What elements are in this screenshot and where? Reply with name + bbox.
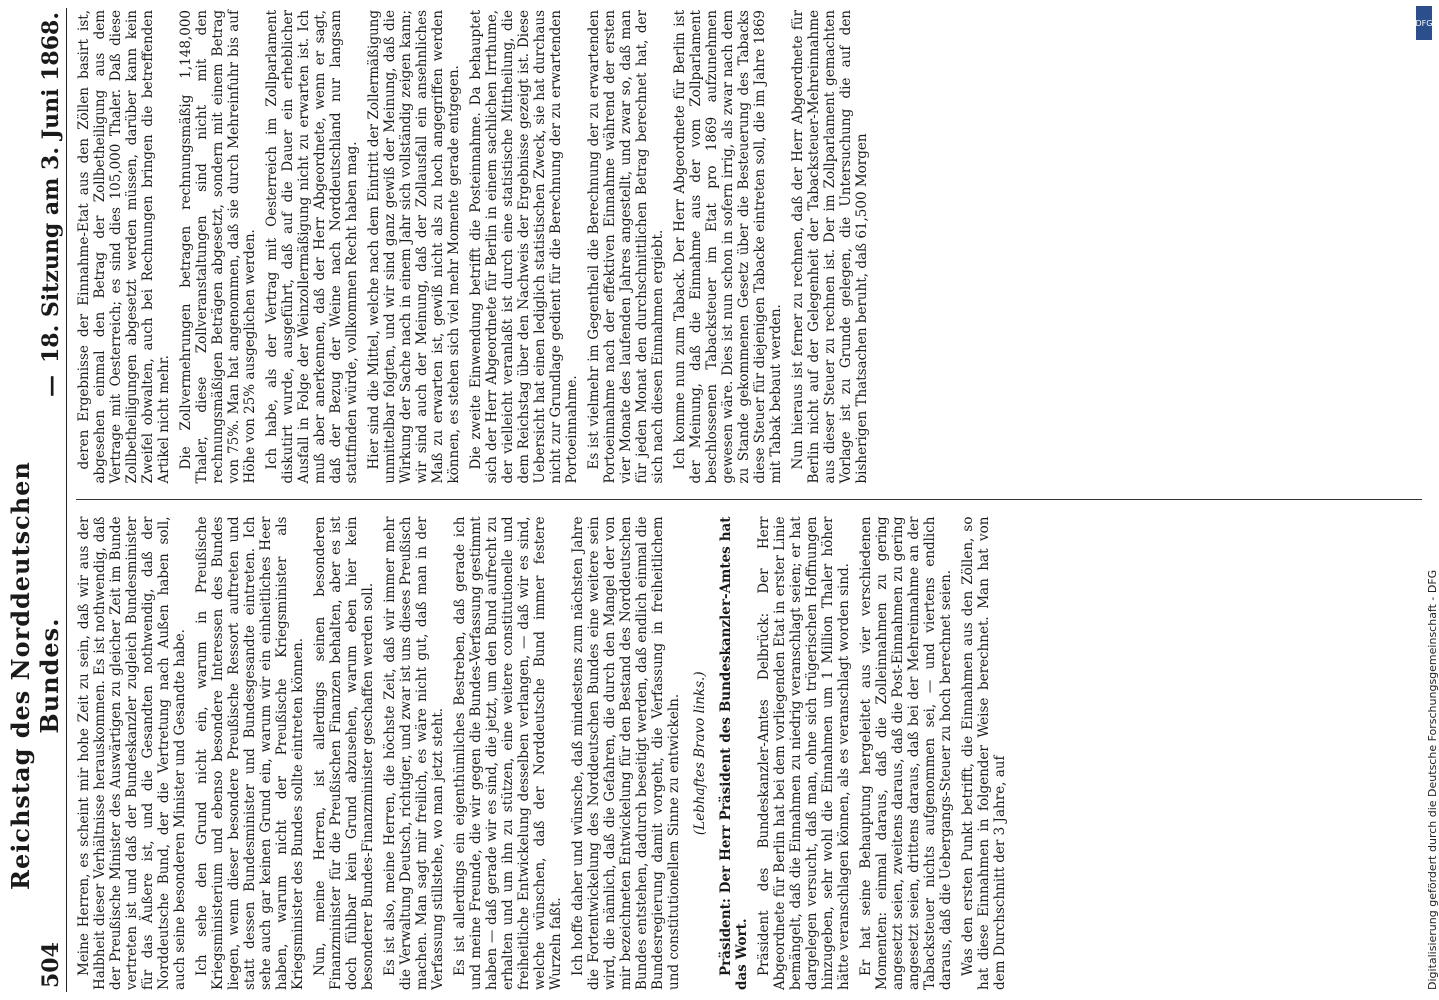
- paragraph: Ich sehe den Grund nicht ein, warum in Preußische Kriegsministerium und ebenso besondere Interessen des Bundes liegen, wenn dieser besondere Preußische Ressort auftreten und statt dessen Bundesminister und Bundesgesandte eintreten. Ich sehe auch gar keinen Grund ein, warum wir ein einheitliches Heer haben, warum nicht der Preußische Kriegsminister als Kriegsminister des Bundes sollte eintreten können.: [194, 516, 306, 990]
- header-separator: —: [38, 375, 64, 397]
- paragraph: Die Zollvermehrungen betragen rechnungsmäßig 1,148,000 Thaler, diese Zollveranstaltungen sind nicht mit den rechnungsmäßigen Beträgen abgesetzt, sondern mit einem Betrag von 75%. Man hat angenommen, daß sie durch Mehreinfuhr bis auf Höhe von 25% ausgeglichen werden.: [178, 10, 258, 484]
- applause-note: (Lebhaftes Bravo links.): [692, 671, 708, 836]
- paragraph: Nun, meine Herren, ist allerdings seinen besonderen Finanzminister für die Preußischen Finanzen behalten, aber es ist doch fühlbar kein Grund abzusehen, warum eben hier kein besonderer Bundes-Finanzminister geschaffen werden soll.: [312, 516, 376, 990]
- header-title-left: Reichstag des Norddeutschen Bundes.: [6, 461, 64, 890]
- paragraph: Es ist vielmehr im Gegentheil die Berechnung der zu erwartenden Portoeinnahme nach der effektiven Einnahme während der ersten vier Monate des laufenden Jahres angestellt, und zwar so, daß man für jeden Monat den durchschnittlichen Betrag berechnet hat, der sich nach diesen Einnahmen ergiebt.: [586, 10, 666, 484]
- paragraph: Er hat seine Behauptung hergeleitet aus vier verschiedenen Momenten: einmal daraus, daß die Zolleinnahmen zu gering angesetzt seien, zweitens daraus, daß die Post-Einnahmen zu gering angesetzt seien, drittens daraus, daß bei der Mehreinnahme an der Tabacksteuer nichts aufgenommen sei, — und viertens endlich daraus, daß die Uebergangs-Steuer zu hoch berechnet seien.: [858, 516, 954, 990]
- column-left: [76, 517, 1422, 991]
- page-number: 504: [38, 942, 64, 988]
- credit-text: Digitalisierung gefördert durch die Deutsche Forschungsgemeinschaft - DFG: [1426, 569, 1439, 990]
- column-divider: [76, 500, 1422, 501]
- paragraph: Ich habe, als der Vertrag mit Oesterreich im Zollparlament diskutirt wurde, ausgeführt, daß auf die Dauer ein erheblicher Ausfall in Folge der Weinzollermäßigung nicht zu erwarten ist. Ich muß aber anerkennen, daß der Herr Abgeordnete, wenn er sagt, daß der Bezug der Weine nach Norddeutschland nur langsam stattfinden würde, vollkommen Recht haben mag.: [264, 10, 360, 484]
- text-columns: [76, 10, 1422, 990]
- dfg-logo: DFG: [1416, 6, 1432, 40]
- paragraph: Nun hieraus ist ferner zu rechnen, daß der Herr Abgeordnete für Berlin nicht auf der Gelegenheit der Tabacksteuer-Mehreinnahme aus dieser Steuer zu rechnen ist. Der im Zollparlament gemachten Vorlage ist zu Grunde gelegen, die Untersuchung die auf den bisherigen Thatsachen beruht, daß 61,500 Morgen: [790, 10, 870, 484]
- header-rule: [66, 8, 67, 992]
- paragraph: Präsident des Bundeskanzler-Amtes Delbrück: Der Herr Abgeordnete für Berlin hat bei dem vorliegenden Etat in erster Linie bemängelt, daß die Einnahmen zu niedrig veranschlagt seien; er hat dargelegen versucht, daß man, ohne sich trügerischen Hoffnungen hinzugeben, sehr wohl die Einnahmen um 1 Million Thaler höher hätte veranschlagen können, als es veranschlagt worden sind.: [756, 516, 852, 990]
- page-header: [0, 0, 64, 1000]
- paragraph: Es ist allerdings ein eigenthümliches Bestreben, daß gerade ich und meine Freunde, die wir gegen die Bundes-Verfassung gestimmt haben — daß gerade wir es sind, die jetzt, um den Bund aufrecht zu erhalten und um ihn zu stützen, eine weitere constitutionelle und freiheitliche Entwickelung desselben verlangen, — daß wir es sind, welche wünschen, daß der Norddeutsche Bund immer festere Wurzeln faßt.: [452, 516, 564, 990]
- paragraph: Meine Herren, es scheint mir hohe Zeit zu sein, daß wir aus der Halbheit dieser Verhältnisse herauskommen. Es ist nothwendig, daß der Preußische Minister des Auswärtigen zu gleicher Zeit im Bunde vertreten ist und daß der Bundeskanzler zugleich Bundesminister für das Äußere ist, und die Gesandten nothwendig, daß der Norddeutsche Bund, der die Vertretung nach Außen haben soll, auch seine besonderen Minister und Gesandte habe.: [76, 516, 188, 990]
- header-title-right: 18. Sitzung am 3. Juni 1868.: [38, 12, 64, 363]
- paragraph: Ich hoffe daher und wünsche, daß mindestens zum nächsten Jahre die Fortentwickelung des Norddeutschen Bundes eine weitere sein wird, die nämlich, daß die Gefahren, die durch den Mangel der von mir bezeichneten Entwickelung für den Bestand des Norddeutschen Bundes entstehen, dadurch beseitigt werden, daß endlich einmal die Bundesregierung damit vorgeht, die Verfassung in freiheitlichem und constitutionellem Sinne zu entwickeln.: [570, 516, 682, 990]
- paragraph: deren Ergebnisse der Einnahme-Etat aus den Zöllen basirt ist, abgesehen einmal den Betrag der Zollbetheiligung aus dem Vertrage mit Oesterreich; es sind dies 105,000 Thaler. Daß diese Zollbetheiligungen abgesetzt werden müssen, darüber kann kein Zweifel obwalten, auch bei Rechnungen bringen die betreffenden Artikel nicht mehr.: [76, 10, 172, 484]
- paragraph: Hier sind die Mittel, welche nach dem Eintritt der Zollermäßigung unmittelbar folgten, und wir sind ganz gewiß der Meinung, daß die Wirkung der Sache nach in einem Jahr sich vollständig zeigen kann; wir sind auch der Meinung, daß der Zollausfall ein ansehnliches Maß zu erwarten ist, gewiß nicht als zu hoch angegriffen werden können, es stehen sich viel mehr Momente gerade entgegen.: [366, 10, 462, 484]
- paragraph: Es ist also, meine Herren, die höchste Zeit, daß wir immer mehr die Verwaltung Deutsch, richtiger, und zwar ist uns dieses Preußisch machen. Man sagt mir freilich, es wäre nicht gut, daß man in der Verfassung stillstehe, wo man jetzt steht.: [382, 516, 446, 990]
- digitization-credit: [1412, 10, 1439, 990]
- paragraph: Was den ersten Punkt betrifft, die Einnahmen aus den Zöllen, so hat diese Einnahmen in folgender Weise berechnet. Man hat von dem Durchschnitt der 3 Jahre, auf: [960, 516, 1008, 990]
- paragraph: Ich komme nun zum Taback. Der Herr Abgeordnete für Berlin ist der Meinung, daß die Einnahme aus der vom Zollparlament beschlossenen Tabacksteuer im Etat pro 1869 aufzunehmen gewesen wäre. Dies ist nun schon in sofern irrig, als zwar nach dem zu Stande gekommenen Gesetz über die Besteuerung des Tabacks diese Steuer für diejenigen Tabacke eintreten soll, die im Jahre 1869 mit Tabak bebaut werden.: [672, 10, 784, 484]
- paragraph: Die zweite Einwendung betrifft die Posteinnahme. Da behauptet sich der Herr Abgeordnete für Berlin in einem sachlichen Irrthume, der vielleicht veranlaßt ist durch eine statistische Mittheilung, die dem Reichstag über den Nachweis der Ergebnisse gezeigt ist. Diese Uebersicht hat einen lediglich statistischen Zweck, sie hat durchaus nicht zur Grundlage gedient für die Berechnung der zu erwartenden Portoeinnahme.: [468, 10, 580, 484]
- speaker-line: Präsident: Der Herr Präsident des Bundeskanzler-Amtes hat das Wort.: [718, 516, 750, 990]
- column-right: [76, 10, 1422, 484]
